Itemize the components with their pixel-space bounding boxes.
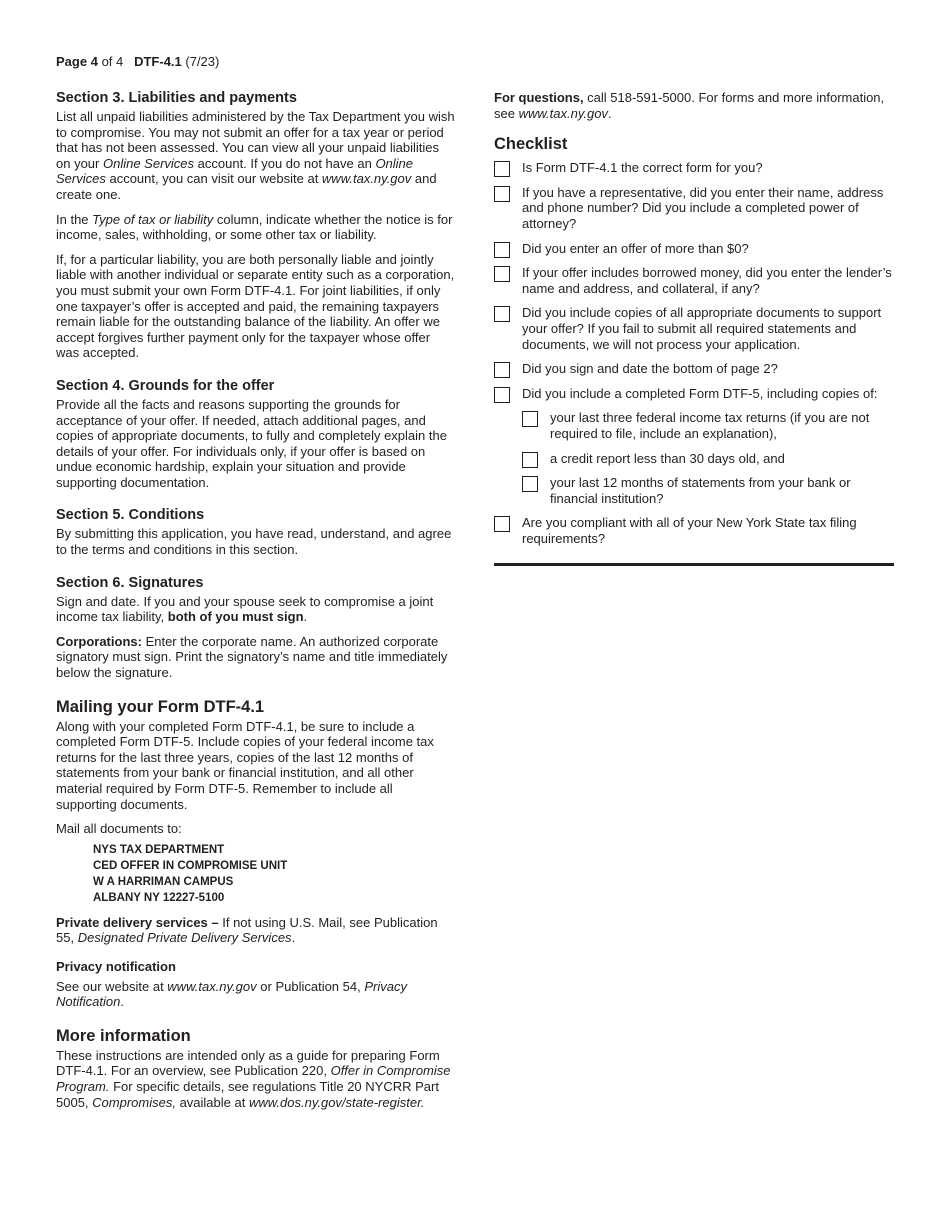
form-code: DTF-4.1	[134, 54, 182, 69]
checklist-subitem[interactable]: your last three federal income tax returns (if you are not required to file, include an explanation),	[522, 410, 894, 441]
privacy-paragraph: See our website at www.tax.ny.gov or Publication 54, Privacy Notification.	[56, 978, 407, 1010]
checklist-item[interactable]: Did you sign and date the bottom of page 2?	[494, 361, 894, 377]
section-6-title: Section 6. Signatures	[56, 574, 204, 591]
section-3-paragraph-3: If, for a particular liability, you are both personally liable and jointly liable with another individual or separate entity such as a corporation, you must submit your own Form DTF-4.1. For joint liabilities, if only one taxpayer’s offer is accepted and paid, the remaining taxpayers remain liable for the outstanding balance of the liability. An offer we accept forgives further payment only for the taxpayer whose offer was accepted.	[56, 251, 455, 361]
section-5	[56, 507, 456, 557]
checklist-subitem[interactable]: your last 12 months of statements from your bank or financial institution?	[522, 475, 894, 506]
checkbox-icon[interactable]	[494, 186, 510, 202]
checkbox-icon[interactable]	[522, 411, 538, 427]
section-4-title: Section 4. Grounds for the offer	[56, 377, 275, 394]
mailing-paragraph-2: Mail all documents to:	[56, 821, 182, 837]
checklist-title: Checklist	[494, 135, 568, 154]
address-line: CED OFFER IN COMPROMISE UNIT	[93, 859, 288, 872]
checklist-item[interactable]: Did you include a completed Form DTF-5, including copies of:	[494, 386, 894, 402]
questions-paragraph: For questions, call 518-591-5000. For forms and more information, see www.tax.ny.gov.	[494, 90, 885, 121]
page-header	[56, 54, 219, 70]
mailing-paragraph-1: Along with your completed Form DTF-4.1, be sure to include a completed Form DTF-5. Include copies of your federal income tax returns for the last three years, copies of the last 12 months of statements from your bank or financial institution, and all other material required by Form DTF-5. Remember to include all supporting documents.	[56, 718, 434, 812]
section-3-paragraph-1: List all unpaid liabilities administered by the Tax Department you wish to compromise. You may not submit an offer for a tax year or period that has not been assessed. You can view all your unpaid liabilities on your Online Services account. If you do not have an Online Services account, you can visit our website at www.tax.ny.gov and create one.	[56, 109, 455, 202]
section-6-paragraph-1: Sign and date. If you and your spouse seek to compromise a joint income tax liability, both of you must sign.	[56, 593, 434, 625]
address-line: NYS TAX DEPARTMENT	[93, 843, 225, 856]
section-4	[56, 378, 456, 491]
checklist-divider	[494, 563, 894, 566]
section-6-paragraph-2: Corporations: Enter the corporate name. An authorized corporate signatory must sign. Print the signatory’s name and title immediately below the signature.	[56, 633, 448, 681]
checklist-item[interactable]: Are you compliant with all of your New York State tax filing requirements?	[494, 515, 894, 546]
checkbox-icon[interactable]	[522, 452, 538, 468]
checkbox-icon[interactable]	[494, 161, 510, 177]
more-information-title: More information	[56, 1026, 191, 1045]
mailing-title: Mailing your Form DTF-4.1	[56, 697, 265, 716]
page-number: 4	[90, 54, 98, 69]
more-information-paragraph: These instructions are intended only as a guide for preparing Form DTF-4.1. For an overview, see Publication 220, Offer in Compromise Program. For specific details, see regulations Title 20 NYCRR Part 5005, Compromises, available at www.dos.ny.gov/state-register.	[56, 1047, 451, 1110]
page-label: Page	[56, 54, 88, 69]
left-column	[56, 90, 456, 1127]
section-4-paragraph: Provide all the facts and reasons supporting the grounds for acceptance of your offer. If needed, attach additional pages, and copies of appropriate documents, to fully and completely explain the details of your offer. For individuals only, if your offer is based on undue economic hardship, explain your situation and provide supporting documentation.	[56, 396, 447, 490]
checkbox-icon[interactable]	[494, 306, 510, 322]
section-3-title: Section 3. Liabilities and payments	[56, 90, 297, 106]
section-3	[56, 90, 456, 361]
private-delivery-paragraph: Private delivery services – If not using U.S. Mail, see Publication 55, Designated Private Delivery Services.	[56, 914, 438, 946]
mailing-address	[93, 842, 456, 906]
section-5-paragraph: By submitting this application, you have read, understand, and agree to the terms and conditions in this section.	[56, 526, 452, 558]
checklist-subitem[interactable]: a credit report less than 30 days old, and	[522, 451, 894, 467]
right-column	[494, 90, 894, 566]
privacy-section	[56, 959, 456, 1010]
checkbox-icon[interactable]	[522, 476, 538, 492]
checklist-item[interactable]: Is Form DTF-4.1 the correct form for you?	[494, 160, 894, 176]
address-line: ALBANY NY 12227-5100	[93, 891, 225, 904]
checkbox-icon[interactable]	[494, 362, 510, 378]
checkbox-icon[interactable]	[494, 516, 510, 532]
checklist-item[interactable]: Did you enter an offer of more than $0?	[494, 241, 894, 257]
checkbox-icon[interactable]	[494, 266, 510, 282]
more-information-section	[56, 1027, 456, 1110]
mailing-section	[56, 698, 456, 946]
checklist-item[interactable]: If you have a representative, did you enter their name, address and phone number? Did you include a completed power of attorney?	[494, 185, 894, 232]
privacy-title: Privacy notification	[56, 958, 176, 974]
checkbox-icon[interactable]	[494, 242, 510, 258]
section-6	[56, 575, 456, 681]
section-3-paragraph-2: In the Type of tax or liability column, indicate whether the notice is for income, sales, withholding, or some other tax or liability.	[56, 211, 453, 243]
checklist-item[interactable]: If your offer includes borrowed money, did you enter the lender’s name and address, and collateral, if any?	[494, 265, 894, 296]
checklist-item[interactable]: Did you include copies of all appropriate documents to support your offer? If you fail to submit all required statements and documents, we will not process your application.	[494, 305, 894, 352]
section-5-title: Section 5. Conditions	[56, 507, 205, 524]
form-date: (7/23)	[185, 54, 220, 69]
checkbox-icon[interactable]	[494, 387, 510, 403]
page-total: of 4	[101, 54, 124, 69]
address-line: W A HARRIMAN CAMPUS	[93, 875, 234, 888]
